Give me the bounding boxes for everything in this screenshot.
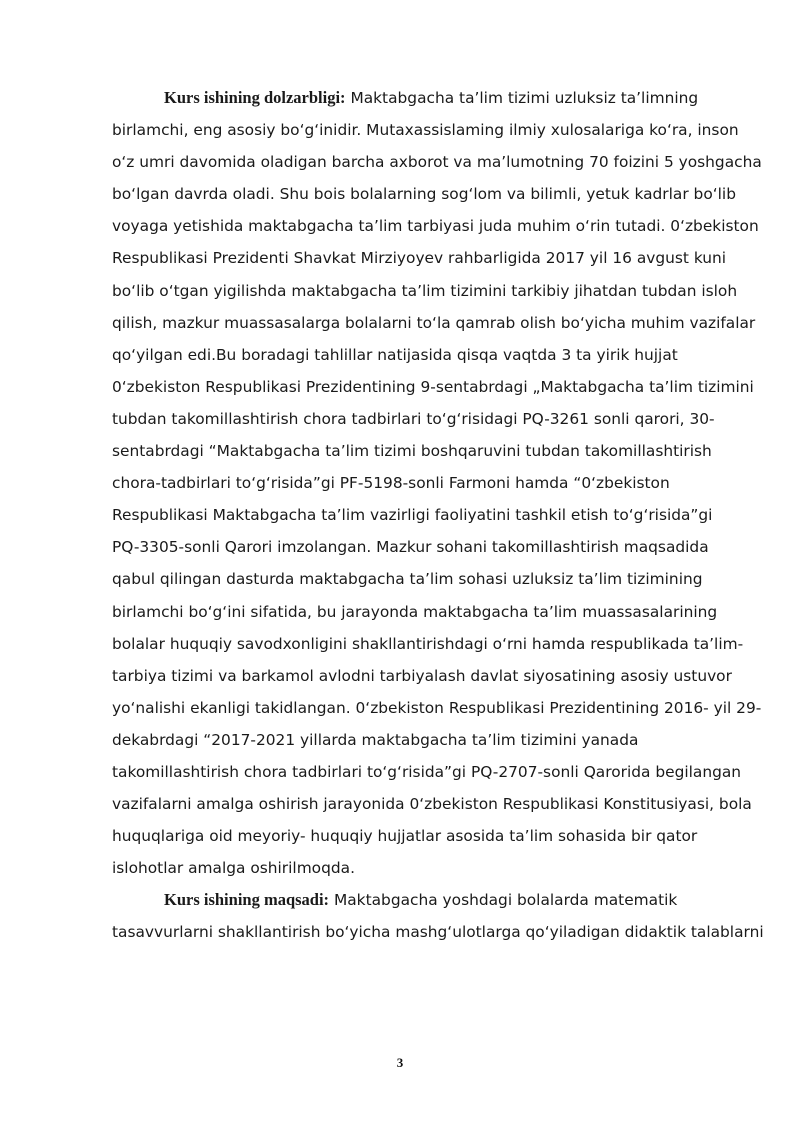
body-text xyxy=(112,82,764,949)
text-line: Maktabgacha yoshdagi bolalarda matematik xyxy=(329,891,678,910)
text-line: Respublikasi Prezidenti Shavkat Mirziyoyev rahbarligida 2017 yil 16 avgust kuni xyxy=(112,249,727,268)
text-line: bo‘lgan davrda oladi. Shu bois bolalarning sog‘lom va bilimli, yetuk kadrlar bo‘lib xyxy=(112,185,736,204)
text-line: PQ-3305-sonli Qarori imzolangan. Mazkur sohani takomillashtirish maqsadida xyxy=(112,538,709,557)
text-line: o‘z umri davomida oladigan barcha axborot va ma’lumotning 70 foizini 5 yoshgacha xyxy=(112,153,762,172)
text-line: sentabrdagi “Maktabgacha ta’lim tizimi boshqaruvini tubdan takomillashtirish xyxy=(112,442,712,461)
text-line: takomillashtirish chora tadbirlari to‘g‘risida”gi PQ-2707-sonli Qarorida begilangan xyxy=(112,762,742,781)
text-line: bo‘lib o‘tgan yigilishda maktabgacha ta’lim tizimini tarkibiy jihatdan tubdan isloh xyxy=(112,281,738,300)
text-line: qabul qilingan dasturda maktabgacha ta’lim sohasi uzluksiz ta’lim tizimining xyxy=(112,570,703,589)
text-line: Maktabgacha ta’lim tizimi uzluksiz ta’limning xyxy=(345,89,699,107)
text-line: tasavvurlarni shakllantirish bo‘yicha mashg‘ulotlarga qo‘yiladigan didaktik talablarni xyxy=(112,923,764,942)
paragraph-1-first-line xyxy=(112,82,748,114)
section-heading-goal: Kurs ishining maqsadi: xyxy=(164,890,330,910)
text-line: dekabrdagi “2017-2021 yillarda maktabgacha ta’lim tizimini yanada xyxy=(112,730,639,749)
section-heading-relevance: Kurs ishining dolzarbligi: xyxy=(164,88,346,107)
text-line: chora-tadbirlari to‘g‘risida”gi PF-5198-sonli Farmoni hamda “0‘zbekiston xyxy=(112,474,670,493)
text-line: yo‘nalishi ekanligi takidlangan. 0‘zbekiston Respublikasi Prezidentining 2016- yil 29- xyxy=(112,698,762,717)
text-line: vazifalarni amalga oshirish jarayonida 0‘zbekiston Respublikasi Konstitusiyasi, bola xyxy=(112,795,752,814)
text-line: 0‘zbekiston Respublikasi Prezidentining 9-sentabrdagi „Maktabgacha ta’lim tizimini xyxy=(112,377,754,396)
paragraph-2-first-line xyxy=(112,884,748,916)
text-line: Respublikasi Maktabgacha ta’lim vazirligi faoliyatini tashkil etish to‘g‘risida”gi xyxy=(112,506,713,525)
page-number: 3 xyxy=(396,1055,404,1070)
text-line: huquqlariga oid meyoriy- huquqiy hujjatlar asosida ta’lim sohasida bir qator xyxy=(112,827,698,846)
text-line: qilish, mazkur muassasalarga bolalarni to‘la qamrab olish bo‘yicha muhim vazifalar xyxy=(112,313,756,332)
text-line: birlamchi bo‘g‘ini sifatida, bu jarayonda maktabgacha ta’lim muassasalarining xyxy=(112,602,718,621)
text-line: qo‘yilgan edi.Bu boradagi tahlillar natijasida qisqa vaqtda 3 ta yirik hujjat xyxy=(112,345,678,364)
text-line: islohotlar amalga oshirilmoqda. xyxy=(112,859,355,878)
text-line: tubdan takomillashtirish chora tadbirlari to‘g‘risidagi PQ-3261 sonli qarori, 30- xyxy=(112,409,715,428)
text-line: tarbiya tizimi va barkamol avlodni tarbiyalash davlat siyosatining asosiy ustuvor xyxy=(112,666,732,685)
text-line: birlamchi, eng asosiy bo‘g‘inidir. Mutaxassislaming ilmiy xulosalariga ko‘ra, inson xyxy=(112,121,739,140)
text-line: voyaga yetishida maktabgacha ta’lim tarbiyasi juda muhim o‘rin tutadi. 0‘zbekiston xyxy=(112,217,759,236)
text-line: bolalar huquqiy savodxonligini shakllantirishdagi o‘rni hamda respublikada ta’lim- xyxy=(112,634,744,653)
